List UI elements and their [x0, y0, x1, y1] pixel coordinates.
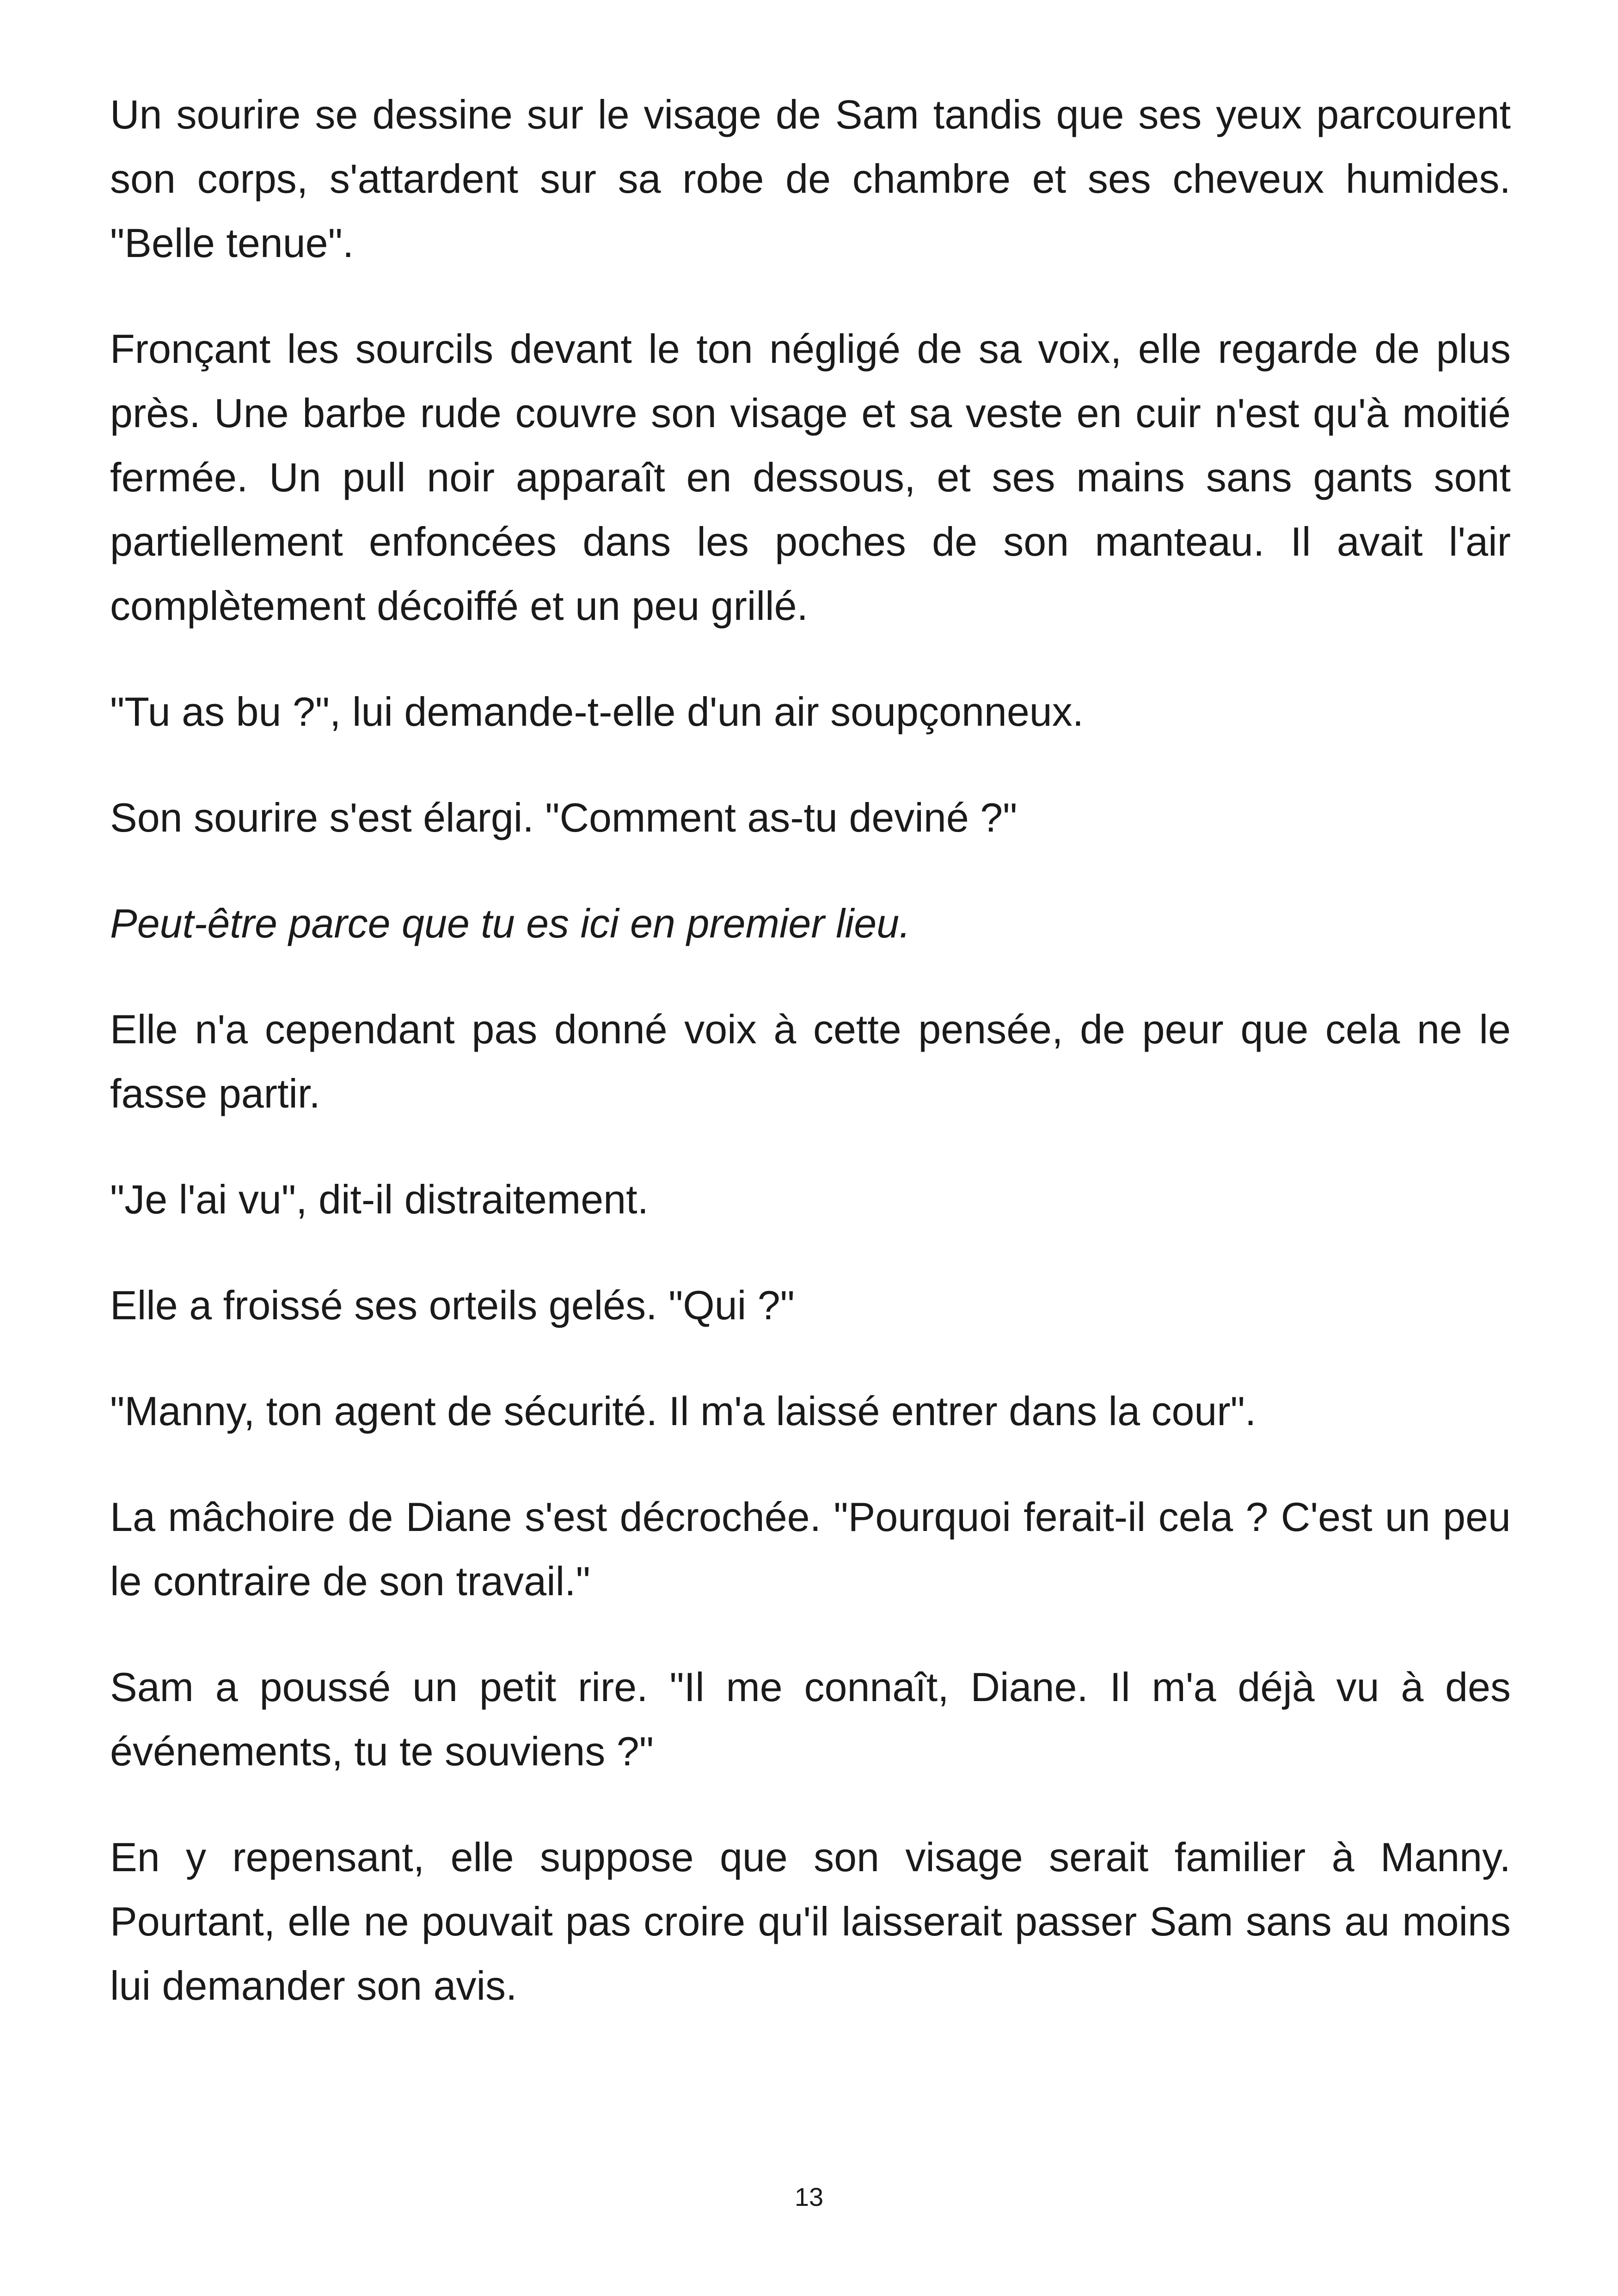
- body-text: [110, 82, 1511, 2059]
- paragraph-12: En y repensant, elle suppose que son visage serait familier à Manny. Pourtant, elle ne pouvait pas croire qu'il laisserait passer Sam sans au moins lui demander son avis.: [110, 1834, 1511, 2008]
- page-number: 13: [794, 2182, 824, 2211]
- paragraph-9: "Manny, ton agent de sécurité. Il m'a laissé entrer dans la cour".: [110, 1388, 1256, 1434]
- paragraph-1: Un sourire se dessine sur le visage de Sam tandis que ses yeux parcourent son corps, s'attardent sur sa robe de chambre et ses cheveux humides. "Belle tenue".: [110, 92, 1511, 266]
- paragraph-8: Elle a froissé ses orteils gelés. "Qui ?": [110, 1282, 795, 1328]
- paragraph-6: Elle n'a cependant pas donné voix à cette pensée, de peur que cela ne le fasse partir.: [110, 1006, 1511, 1116]
- paragraph-5-italic-thought: Peut-être parce que tu es ici en premier lieu.: [110, 900, 911, 946]
- paragraph-10: La mâchoire de Diane s'est décrochée. "Pourquoi ferait-il cela ? C'est un peu le contraire de son travail.": [110, 1494, 1511, 1604]
- paragraph-4: Son sourire s'est élargi. "Comment as-tu deviné ?": [110, 795, 1017, 840]
- paragraph-7: "Je l'ai vu", dit-il distraitement.: [110, 1176, 649, 1222]
- paragraph-11: Sam a poussé un petit rire. "Il me connaît, Diane. Il m'a déjà vu à des événements, tu te souviens ?": [110, 1664, 1511, 1774]
- paragraph-3: "Tu as bu ?", lui demande-t-elle d'un air soupçonneux.: [110, 689, 1084, 735]
- paragraph-2: Fronçant les sourcils devant le ton négligé de sa voix, elle regarde de plus près. Une barbe rude couvre son visage et sa veste en cuir n'est qu'à moitié fermée. Un pull noir apparaît en dessous, et ses mains sans gants sont partiellement enfoncées dans les poches de son manteau. Il avait l'air complètement décoiffé et un peu grillé.: [110, 326, 1511, 629]
